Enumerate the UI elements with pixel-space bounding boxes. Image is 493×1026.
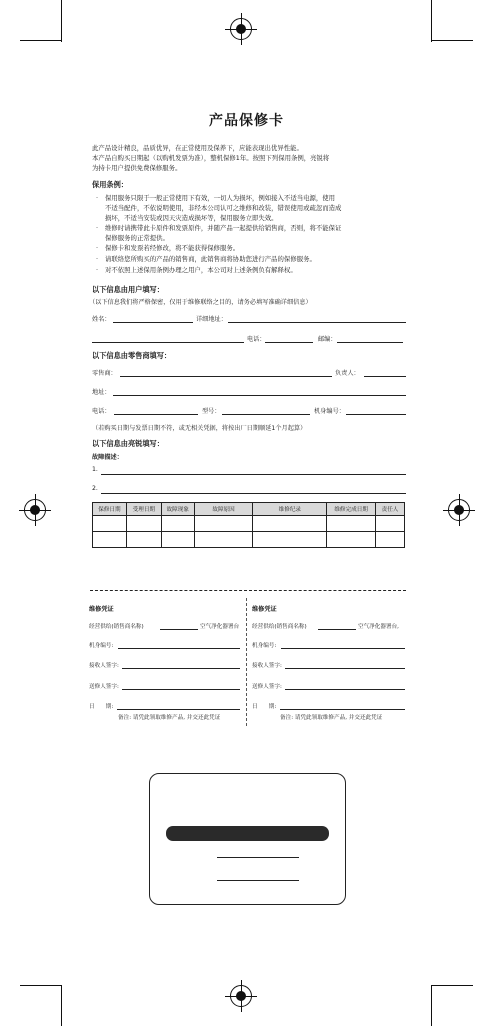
table-header-row — [93, 503, 405, 516]
retailer-section-heading: 以下信息由零售商填写： — [92, 351, 172, 360]
coupon-left-sender-label: 送修人签字: — [89, 684, 119, 690]
intro-line-2: 本产品自购买日期起（以购机发票为准），整机保修1年。按照下列保用条例，亮锐将 — [92, 154, 330, 162]
address-field-line-2[interactable] — [92, 342, 244, 343]
table-header: 故障原因 — [194, 503, 253, 516]
retailer-address-label: 地址： — [92, 389, 111, 396]
crop-mark — [431, 0, 432, 42]
retailer-address-field[interactable] — [113, 395, 406, 396]
user-section-note: （以下信息我们将严格保密，仅用于维修联络之目的，请务必填写准确详细信息） — [89, 299, 312, 306]
coupon-right-product: 空气净化器署台, — [358, 624, 399, 630]
retailer-phone-label: 电话： — [92, 408, 111, 415]
serial-label: 机身编号： — [314, 408, 345, 415]
coupon-left-supplier-field[interactable] — [160, 629, 198, 630]
table-cell[interactable] — [327, 516, 376, 532]
address-label: 详细地址： — [196, 316, 227, 323]
coupon-right-serial-field[interactable] — [281, 648, 405, 649]
registration-mark-left — [24, 499, 46, 521]
fault-item-1-label: 1. — [92, 466, 98, 473]
back-panel-field-1[interactable] — [217, 857, 299, 858]
table-cell[interactable] — [93, 516, 127, 532]
terms-item: · 保修卡和发票若经修改，将不能获得保修服务。 — [96, 244, 240, 252]
crop-mark — [20, 985, 62, 986]
table-cell[interactable] — [93, 532, 127, 548]
coupon-left-supplier-label: 经营供给(销售商名称) — [89, 624, 144, 630]
coupon-left-serial-field[interactable] — [118, 648, 240, 649]
crop-mark — [431, 985, 473, 986]
coupon-left-date-label: 日 期: — [89, 704, 114, 710]
intro-line-1: 此产品设计精良，品质优异，在正常使用及保养下，应能表现出优异性能。 — [92, 144, 303, 152]
coupon-left-note: 备注: 请凭此领取维修产品, 并交还此凭证 — [118, 715, 221, 721]
table-cell[interactable] — [253, 516, 327, 532]
table-cell[interactable] — [253, 532, 327, 548]
user-section-heading: 以下信息由用户填写： — [92, 285, 164, 294]
coupon-left-title: 维修凭证 — [89, 606, 114, 613]
table-row — [93, 516, 405, 532]
coupon-left-receiver-field[interactable] — [122, 668, 240, 669]
table-header: 责任人 — [376, 503, 405, 516]
cut-line — [90, 590, 406, 591]
coupon-right-receiver-label: 接收人签字: — [252, 663, 282, 669]
table-cell[interactable] — [376, 516, 405, 532]
coupon-right-serial-label: 机身编号: — [252, 643, 277, 649]
crop-mark — [20, 40, 62, 41]
coupon-right-sender-label: 送修人签字: — [252, 684, 282, 690]
phone-field[interactable] — [265, 342, 313, 343]
crop-mark — [61, 985, 62, 1026]
name-label: 姓名： — [92, 316, 111, 323]
coupon-right-date-field[interactable] — [280, 709, 405, 710]
table-cell[interactable] — [126, 516, 161, 532]
coupon-left-serial-label: 机身编号: — [89, 643, 114, 649]
table-cell[interactable] — [161, 516, 194, 532]
postcode-field[interactable] — [337, 342, 403, 343]
serial-field[interactable] — [346, 414, 406, 415]
crop-mark — [431, 985, 432, 1026]
phone-label: 电话： — [247, 336, 266, 343]
table-cell[interactable] — [376, 532, 405, 548]
crop-mark — [61, 0, 62, 42]
manager-field[interactable] — [364, 376, 406, 377]
table-cell[interactable] — [194, 516, 253, 532]
cut-line-vertical — [246, 598, 247, 726]
terms-item: · 保用服务只限于一般正常使用下有效，一切人为损坏，例如接入不适当电源，使用 不适当配件，不依说明使用，非经本公司认可之维修和改装，错误使用或疏忽而造成 损坏，不适当安装或因天灾造成损坏等，保用服务立即失效。 — [96, 194, 342, 222]
fault-item-1-field[interactable] — [101, 474, 406, 475]
repair-record-table — [92, 502, 405, 548]
table-cell[interactable] — [161, 532, 194, 548]
coupon-left-date-field[interactable] — [117, 709, 240, 710]
retailer-label: 零售商： — [92, 370, 117, 377]
table-header: 受理日期 — [126, 503, 161, 516]
table-cell[interactable] — [194, 532, 253, 548]
terms-item: · 对不依照上述保用条例办理之用户，本公司对上述条例负有解释权。 — [96, 266, 297, 274]
retailer-note: （若购买日期与发票日期不符，或无相关凭据，将按出厂日期顺延1个月起算） — [92, 425, 307, 432]
fault-item-2-label: 2. — [92, 485, 98, 492]
back-panel-banner — [166, 826, 329, 841]
coupon-right-receiver-field[interactable] — [285, 668, 405, 669]
table-header: 维修完成日期 — [327, 503, 376, 516]
name-field[interactable] — [113, 322, 193, 323]
intro-line-3: 为持卡用户提供免费保修服务。 — [92, 164, 182, 172]
coupon-right-title: 维修凭证 — [252, 606, 277, 613]
model-label: 型号： — [202, 408, 221, 415]
table-row — [93, 532, 405, 548]
table-cell[interactable] — [327, 532, 376, 548]
retailer-field[interactable] — [120, 376, 332, 377]
back-panel-field-2[interactable] — [217, 880, 299, 881]
coupon-right-supplier-field[interactable] — [318, 629, 356, 630]
coupon-right-sender-field[interactable] — [285, 689, 405, 690]
fault-item-2-field[interactable] — [101, 493, 406, 494]
page-title: 产品保修卡 — [209, 113, 284, 129]
table-header: 保修日期 — [93, 503, 127, 516]
manager-label: 负责人： — [335, 370, 360, 377]
registration-mark-top — [230, 18, 252, 40]
coupon-right-note: 备注: 请凭此领取维修产品, 并交还此凭证 — [280, 715, 383, 721]
service-section-heading: 以下信息由亮锐填写： — [92, 439, 164, 448]
table-header: 故障现象 — [161, 503, 194, 516]
address-field[interactable] — [228, 322, 406, 323]
crop-mark — [431, 40, 473, 41]
model-field[interactable] — [222, 414, 310, 415]
registration-mark-right — [448, 499, 470, 521]
terms-item: · 请联络您所购买的产品的销售商，此销售商将协助您进行产品的保修服务。 — [96, 255, 316, 263]
coupon-left-receiver-label: 接收人签字: — [89, 663, 119, 669]
coupon-left-product: 空气净化器署台 — [200, 624, 240, 630]
coupon-right-date-label: 日 期: — [252, 704, 277, 710]
table-cell[interactable] — [126, 532, 161, 548]
terms-item: · 维修时请携带此卡原件和发票原件，并随产品一起提供给销售商，否则，将不能保证 保修服务的正常提供。 — [96, 224, 342, 242]
coupon-right-supplier-label: 经营供给(销售商名称) — [252, 624, 307, 630]
registration-mark-bottom — [230, 985, 252, 1007]
coupon-left-sender-field[interactable] — [122, 689, 240, 690]
postcode-label: 邮编： — [318, 336, 337, 343]
retailer-phone-field[interactable] — [114, 414, 198, 415]
table-header: 维修纪录 — [253, 503, 327, 516]
fault-description-label: 故障描述： — [92, 454, 123, 461]
terms-heading: 保用条例： — [92, 180, 128, 189]
